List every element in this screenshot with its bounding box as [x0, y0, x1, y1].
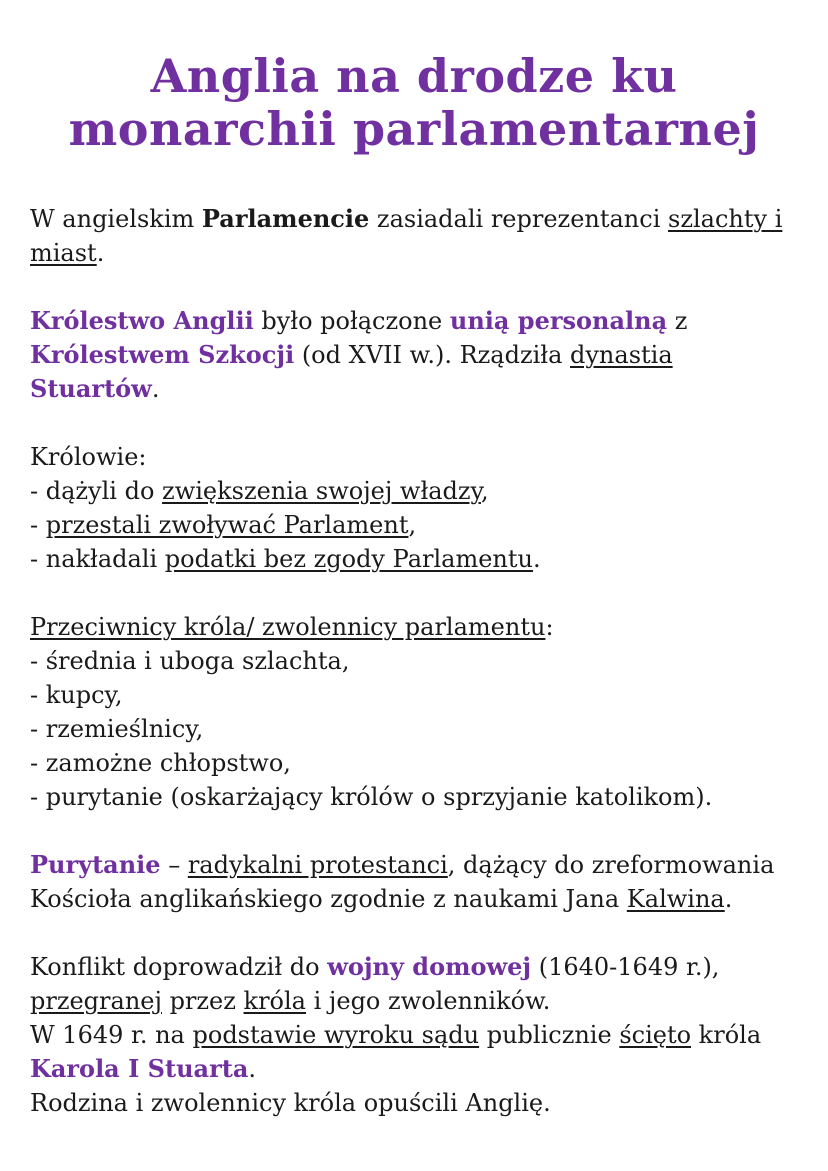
- underlined-phrase: przestali zwoływać Parlament: [45, 510, 409, 539]
- highlight-term-unia-personalna: unią personalną: [449, 305, 668, 335]
- list-item: - zamożne chłopstwo,: [30, 748, 291, 777]
- list-item: - średnia i uboga szlachta,: [30, 646, 350, 675]
- text-run: publicznie: [479, 1020, 620, 1049]
- highlight-term-karol-i-stuart: Karola I Stuarta: [30, 1053, 249, 1083]
- text-run: .: [151, 374, 160, 403]
- section-heading: [30, 610, 798, 644]
- section-opponents: [30, 610, 798, 814]
- text-run: W 1649 r. na: [30, 1020, 193, 1049]
- text-line: [30, 950, 798, 1018]
- text-run: .: [96, 238, 105, 267]
- text-run: W angielskim: [30, 204, 202, 233]
- text-run: (1640-1649 r.),: [531, 952, 720, 981]
- title-line-1: Anglia na drodze ku: [150, 49, 678, 103]
- underlined-phrase: przegranej: [30, 986, 162, 1015]
- list-item: - rzemieślnicy,: [30, 714, 204, 743]
- highlight-term-krolestwo-szkocji: Królestwem Szkocji: [30, 339, 295, 369]
- underlined-phrase: dynastia: [570, 340, 673, 369]
- paragraph-puritans-definition: [30, 848, 798, 916]
- section-heading: Królowie:: [30, 442, 147, 471]
- highlight-term-purytanie: Purytanie: [30, 849, 161, 879]
- list-item: - kupcy,: [30, 680, 123, 709]
- list-item: - purytanie (oskarżający królów o sprzyjanie katolikom).: [30, 782, 713, 811]
- page-title: [30, 50, 798, 156]
- text-run: przez: [161, 986, 244, 1015]
- underlined-phrase: podatki bez zgody Parlamentu: [164, 544, 533, 573]
- underlined-phrase: zwiększenia swojej władzy: [162, 476, 481, 505]
- text-run: .: [248, 1054, 257, 1083]
- text-run: -: [30, 510, 46, 539]
- text-run: - dążyli do: [30, 476, 163, 505]
- text-run: ,: [408, 510, 417, 539]
- text-line: Rodzina i zwolennicy króla opuścili Anglię.: [30, 1088, 551, 1117]
- underlined-phrase: radykalni protestanci: [187, 850, 448, 879]
- underlined-phrase: Kalwina: [626, 884, 725, 913]
- underlined-phrase: podstawie wyroku sądu: [192, 1020, 480, 1049]
- underlined-phrase: króla: [243, 986, 306, 1015]
- text-run: i jego zwolenników.: [305, 986, 551, 1015]
- text-run: z: [667, 306, 688, 335]
- list-item: [30, 474, 798, 508]
- text-line: [30, 1018, 798, 1086]
- list-item: [30, 542, 798, 576]
- underlined-phrase: ścięto: [619, 1020, 692, 1049]
- text-run: .: [724, 884, 733, 913]
- text-run: Konflikt doprowadził do: [30, 952, 328, 981]
- text-run: (od XVII w.). Rządziła: [294, 340, 570, 369]
- list-item: [30, 508, 798, 542]
- text-run: zasiadali reprezentanci: [369, 204, 669, 233]
- text-run: –: [160, 850, 188, 879]
- text-run: .: [532, 544, 541, 573]
- title-line-2: monarchii parlamentarnej: [68, 101, 760, 156]
- text-run: :: [545, 612, 554, 641]
- underlined-phrase: Przeciwnicy króla/ zwolennicy parlamentu: [30, 612, 546, 641]
- bold-term-parlament: Parlamencie: [201, 203, 370, 233]
- text-run: było połączone: [253, 306, 450, 335]
- text-run: - nakładali: [30, 544, 165, 573]
- text-run: króla: [691, 1020, 762, 1049]
- highlight-term-krolestwo-anglii: Królestwo Anglii: [30, 305, 254, 335]
- text-run: , dążący do zreformowania Kościoła anglikańskiego zgodnie z naukami Jana: [30, 850, 775, 913]
- text-run: ,: [480, 476, 489, 505]
- section-civil-war: [30, 950, 798, 1120]
- section-kings: [30, 440, 798, 576]
- underlined-phrase: szlachty i miast: [30, 204, 783, 267]
- highlight-term-wojna-domowa: wojny domowej: [327, 951, 532, 981]
- paragraph-parliament: [30, 202, 798, 270]
- paragraph-union: [30, 304, 798, 406]
- highlight-term-stuartow: Stuartów: [30, 373, 152, 403]
